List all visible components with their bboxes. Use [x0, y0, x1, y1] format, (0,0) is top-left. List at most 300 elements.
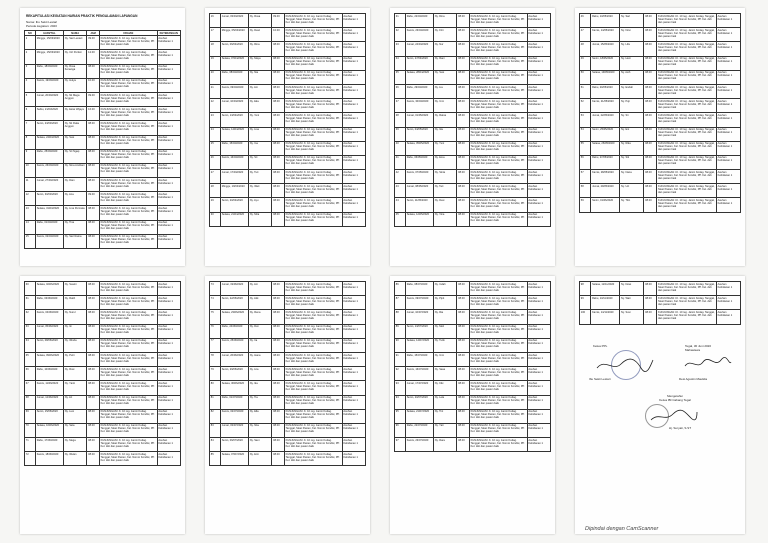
row-number: 2	[25, 50, 36, 64]
table-row	[580, 14, 741, 28]
table-row	[25, 163, 181, 177]
row-activity: KUNJUNGAN I.K. 10 reg. Jamin Kodag. Tanggal, Sleet Pasien, Kel. Nomor Kondisi, PP. Kel. dsb dan pasien baik	[469, 14, 527, 28]
row-time: 08.00	[87, 149, 99, 163]
row-name: Ny. Ari	[63, 395, 86, 409]
row-date: Selasa, 21/07/2020	[405, 409, 433, 423]
row-activity: KUNJUNGAN I.K. 10 reg. Jamin Kodag. Tanggal, Sleet Pasien, Kel. Nomor Kondisi, PP. Kel. dsb dan pasien baik	[469, 395, 527, 409]
row-note: Asuhan Kebidanan 1	[157, 338, 180, 352]
row-activity: KUNJUNGAN I.K. 10 reg. Jamin Kodag. Tanggal, Sleet Pasien, Kel. Nomor Kondisi, PP. Kel. dsb dan pasien baik	[657, 282, 717, 296]
row-activity: KUNJUNGAN I.K. 10 reg. Jamin Kodag. Tanggal, Sleet Pasien, Kel. Nomor Kondisi, PP. Kel. dsb dan pasien baik	[284, 409, 342, 423]
row-activity: KUNJUNGAN I.K. 10 reg. Jamin Kodag. Tanggal, Sleet Pasien, Kel. Nomor Kondisi, PP. Kel. dsb dan pasien baik	[284, 352, 342, 366]
row-activity: KUNJUNGAN I.K. 10 reg. Jamin Kodag. Tanggal, Sleet Pasien, Kel. Nomor Kondisi, PP. Kel. dsb dan pasien baik	[99, 381, 157, 395]
row-note: Asuhan Kebidanan 1	[157, 452, 180, 466]
activity-table	[24, 281, 181, 466]
activity-table	[24, 30, 181, 249]
row-date: Selasa, 02/06/2020	[35, 282, 63, 296]
row-number: 46	[580, 14, 591, 28]
row-date: Senin, 23/03/2020	[35, 121, 63, 135]
row-note: Asuhan Kebidanan 1	[342, 423, 365, 437]
activity-table	[579, 281, 741, 325]
row-name: Ny. Rosa	[248, 14, 271, 28]
row-date: Jumat, 15/05/2020	[591, 42, 620, 56]
row-date: Senin, 13/07/2020	[405, 324, 433, 338]
row-number: 11	[25, 178, 36, 192]
row-time: 08.00	[457, 296, 469, 310]
row-number: 7	[25, 121, 36, 135]
row-number: 67	[25, 381, 36, 395]
row-number: 32	[395, 28, 406, 42]
row-time: 08.00	[272, 155, 284, 169]
row-time: 08.00	[457, 42, 469, 56]
row-number: 47	[580, 28, 591, 42]
row-time: 09.00	[87, 92, 99, 106]
row-time: 08.00	[87, 282, 99, 296]
row-date: Minggu, 05/04/2020	[220, 28, 248, 42]
row-time: 08.00	[87, 367, 99, 381]
row-name: Ny. Lisa	[248, 127, 271, 141]
row-note: Asuhan Kebidanan 1	[342, 367, 365, 381]
table-row	[210, 141, 366, 155]
row-note: Asuhan Kebidanan 1	[157, 135, 180, 149]
row-time: 08.00	[87, 220, 99, 234]
row-note: Asuhan Kebidanan 1	[527, 113, 550, 127]
row-time: 08.00	[87, 338, 99, 352]
row-number: 83	[210, 423, 221, 437]
row-name: Ny. Lilis	[620, 42, 644, 56]
table-row	[25, 36, 181, 50]
table-row	[25, 220, 181, 234]
row-name: Ny. Putri	[63, 352, 86, 366]
row-note: Asuhan Kebidanan 1	[527, 56, 550, 70]
row-date: Senin, 29/06/2020	[220, 367, 248, 381]
row-note: Asuhan Kebidanan 1	[157, 423, 180, 437]
row-name: Ny. Ana	[63, 192, 86, 206]
row-activity: KUNJUNGAN I.K. 10 reg. Jamin Kodag. Tanggal, Sleet Pasien, Kel. Nomor Kondisi, PP. Kel. dsb dan pasien baik	[469, 438, 527, 452]
row-note: Asuhan Kebidanan 1	[342, 324, 365, 338]
row-date: Kamis, 16/07/2020	[405, 367, 433, 381]
row-number: 51	[580, 84, 591, 98]
row-date: Kamis, 09/04/2020	[220, 84, 248, 98]
row-number: 36	[395, 84, 406, 98]
page-1	[20, 8, 185, 266]
column-header: JAM	[87, 31, 99, 36]
signature-scribble-right	[683, 356, 733, 372]
table-row	[580, 282, 741, 296]
row-activity: KUNJUNGAN I.K. 10 reg. Jamin Kodag. Tanggal, Sleet Pasien, Kel. Nomor Kondisi, PP. Kel. dsb dan pasien baik	[99, 149, 157, 163]
row-time: 08.00	[457, 438, 469, 452]
row-time: 08.00	[457, 324, 469, 338]
row-activity: KUNJUNGAN I.K. 10 reg. Jamin Kodag. Tanggal, Sleet Pasien, Kel. Nomor Kondisi, PP. Kel. dsb dan pasien baik	[99, 395, 157, 409]
row-activity: KUNJUNGAN I.K. 10 reg. Jamin Kodag. Tanggal, Sleet Pasien, Kel. Nomor Kondisi, PP. Kel. dsb dan pasien baik	[99, 178, 157, 192]
row-name: Ny. Maya	[248, 56, 271, 70]
column-header: KETERANGAN	[157, 31, 180, 36]
row-number: 73	[210, 282, 221, 296]
row-date: Selasa, 21/04/2020	[220, 212, 248, 226]
row-time: 08.00	[457, 127, 469, 141]
row-date: Senin, 13/04/2020	[220, 113, 248, 127]
table-row	[25, 206, 181, 220]
row-name: Ny. Rara	[433, 438, 456, 452]
row-name: Ny. Indah	[433, 282, 456, 296]
row-date: Selasa, 07/07/2020	[220, 452, 248, 466]
row-note: Asuhan Kebidanan 1	[157, 149, 180, 163]
row-number: 100	[580, 310, 591, 324]
table-row	[395, 70, 551, 84]
row-number: 14	[25, 220, 36, 234]
table-row	[395, 338, 551, 352]
row-note: Asuhan Kebidanan 1	[527, 423, 550, 437]
row-time: 08.00	[272, 42, 284, 56]
row-activity: KUNJUNGAN I.K. 10 reg. Jamin Kodag. Tanggal, Sleet Pasien, Kel. Nomor Kondisi, PP. Kel. dsb dan pasien baik	[469, 352, 527, 366]
row-number: 75	[210, 310, 221, 324]
row-name: Ny. Umi	[433, 352, 456, 366]
table-row	[25, 50, 181, 64]
row-note: Asuhan Kebidanan 1	[527, 28, 550, 42]
row-note: Asuhan Kebidanan 1	[342, 113, 365, 127]
row-number: 99	[580, 296, 591, 310]
row-activity: KUNJUNGAN I.K. 10 reg. Jamin Kodag. Tanggal, Sleet Pasien, Kel. Nomor Kondisi, PP. Kel. dsb dan pasien baik	[99, 310, 157, 324]
table-row	[210, 113, 366, 127]
row-name: Ny. Lina Permata	[63, 206, 86, 220]
row-time: 08.00	[457, 352, 469, 366]
row-name: Ny. Yuni	[433, 141, 456, 155]
row-number: 16	[210, 14, 221, 28]
row-number: 81	[210, 395, 221, 409]
row-number: 78	[210, 352, 221, 366]
row-name: Ny. Meli	[433, 324, 456, 338]
row-note: Asuhan Kebidanan 1	[716, 198, 740, 212]
table-row	[25, 192, 181, 206]
row-note: Asuhan Kebidanan 1	[527, 84, 550, 98]
table-row	[210, 99, 366, 113]
row-date: Rabu, 06/05/2020	[405, 155, 433, 169]
row-time: 08.00	[457, 282, 469, 296]
table-row	[210, 282, 366, 296]
table-row	[210, 184, 366, 198]
row-note: Asuhan Kebidanan 1	[716, 56, 740, 70]
row-number: 54	[580, 127, 591, 141]
row-activity: KUNJUNGAN I.K. 10 reg. Jamin Kodag. Tanggal, Sleet Pasien, Kel. Nomor Kondisi, PP. Kel. dsb dan pasien baik	[284, 155, 342, 169]
row-activity: KUNJUNGAN I.K. 10 reg. Jamin Kodag. Tanggal, Sleet Pasien, Kel. Nomor Kondisi, PP. Kel. dsb dan pasien baik	[469, 198, 527, 212]
row-date: Selasa, 24/03/2020	[35, 135, 63, 149]
row-date: Senin, 06/07/2020	[220, 438, 248, 452]
row-date: Selasa, 05/05/2020	[405, 141, 433, 155]
row-name: Ny. Dewi	[620, 282, 644, 296]
row-activity: KUNJUNGAN I.K. 10 reg. Jamin Kodag. Tanggal, Sleet Pasien, Kel. Nomor Kondisi, PP. Kel. dsb dan pasien baik	[284, 14, 342, 28]
signature-right: Tegal, 30 Juni 2020 Mahasiswa	[685, 344, 712, 352]
table-row	[25, 352, 181, 366]
row-time: 08.00	[272, 338, 284, 352]
table-row	[25, 395, 181, 409]
row-activity: KUNJUNGAN I.K. 10 reg. Jamin Kodag. Tanggal, Sleet Pasien, Kel. Nomor Kondisi, PP. Kel. dsb dan pasien baik	[284, 438, 342, 452]
row-activity: KUNJUNGAN I.K. 10 reg. Jamin Kodag. Tanggal, Sleet Pasien, Kel. Nomor Kondisi, PP. Kel. dsb dan pasien baik	[284, 28, 342, 42]
row-time: 08.00	[457, 141, 469, 155]
row-time: 08.00	[644, 170, 657, 184]
row-note: Asuhan Kebidanan 1	[342, 438, 365, 452]
row-activity: KUNJUNGAN I.K. 10 reg. Jamin Kodag. Tanggal, Sleet Pasien, Kel. Nomor Kondisi, PP. Kel. dsb dan pasien baik	[469, 381, 527, 395]
row-note: Asuhan Kebidanan 1	[527, 310, 550, 324]
row-activity: KUNJUNGAN I.K. 10 reg. Jamin Kodag. Tanggal, Sleet Pasien, Kel. Nomor Kondisi, PP. Kel. dsb dan pasien baik	[469, 282, 527, 296]
row-activity: KUNJUNGAN I.K. 10 reg. Jamin Kodag. Tanggal, Sleet Pasien, Kel. Nomor Kondisi, PP. Kel. dsb dan pasien baik	[99, 296, 157, 310]
row-name: Ny. Sari Ratna	[63, 234, 86, 248]
row-date: Kamis, 26/03/2020	[35, 163, 63, 177]
table-row	[395, 99, 551, 113]
row-time: 08.00	[457, 84, 469, 98]
row-time: 08.00	[272, 282, 284, 296]
row-activity: KUNJUNGAN I.K. 10 reg. Jamin Kodag. Tanggal, Sleet Pasien, Kel. Nomor Kondisi, PP. Kel. dsb dan pasien baik	[284, 42, 342, 56]
row-time: 08.00	[272, 198, 284, 212]
row-activity: KUNJUNGAN I.K. 10 reg. Jamin Kodag. Tanggal, Sleet Pasien, Kel. Nomor Kondisi, PP. Kel. dsb dan pasien baik	[469, 423, 527, 437]
row-note: Asuhan Kebidanan 1	[157, 220, 180, 234]
row-name: Ny. Sri Ngap	[63, 149, 86, 163]
row-time: 08.00	[87, 234, 99, 248]
table-row	[395, 56, 551, 70]
row-date: Selasa, 12/05/2020	[405, 212, 433, 226]
row-name: Ny. Vina	[433, 212, 456, 226]
row-time: 08.00	[87, 324, 99, 338]
row-activity: KUNJUNGAN I.K. 10 reg. Jamin Kodag. Tanggal, Sleet Pasien, Kel. Nomor Kondisi, PP. Kel. dsb dan pasien baik	[284, 127, 342, 141]
row-activity: KUNJUNGAN I.K. 10 reg. Jamin Kodag. Tanggal, Sleet Pasien, Kel. Nomor Kondisi, PP. Kel. dsb dan pasien baik	[99, 192, 157, 206]
row-number: 41	[395, 155, 406, 169]
row-time: 08.00	[644, 310, 657, 324]
table-row	[25, 324, 181, 338]
row-activity: KUNJUNGAN I.K. 10 reg. Jamin Kodag. Tanggal, Sleet Pasien, Kel. Nomor Kondisi, PP. Kel. dsb dan pasien baik	[284, 282, 342, 296]
table-row	[210, 338, 366, 352]
table-row	[395, 423, 551, 437]
table-row	[395, 324, 551, 338]
table-row	[580, 310, 741, 324]
table-row	[210, 324, 366, 338]
row-activity: KUNJUNGAN I.K. 10 reg. Jamin Kodag. Tanggal, Sleet Pasien, Kel. Nomor Kondisi, PP. Kel. dsb dan pasien baik	[99, 135, 157, 149]
row-number: 92	[395, 367, 406, 381]
row-activity: KUNJUNGAN I.K. 10 reg. Jamin Kodag. Tanggal, Sleet Pasien, Kel. Nomor Kondisi, PP. Kel. dsb dan pasien baik	[99, 452, 157, 466]
row-activity: KUNJUNGAN I.K. 10 reg. Jamin Kodag. Tanggal, Sleet Pasien, Kel. Nomor Kondisi, PP. Kel. dsb dan pasien baik	[99, 92, 157, 106]
row-time: 08.00	[272, 381, 284, 395]
row-number: 29	[210, 198, 221, 212]
row-name: Ny. Sri	[620, 113, 644, 127]
row-name: Ny. Ria	[433, 310, 456, 324]
activity-table	[394, 281, 551, 452]
row-date: Jumat, 05/06/2020	[35, 324, 63, 338]
row-name: Ny. Dian	[63, 178, 86, 192]
row-number: 90	[395, 338, 406, 352]
row-time: 08.00	[87, 163, 99, 177]
row-date: Kamis, 23/07/2020	[405, 438, 433, 452]
column-header: URAIAN	[99, 31, 157, 36]
row-name: Ny. Sri	[248, 155, 271, 169]
table-row	[580, 141, 741, 155]
row-time: 08.00	[87, 206, 99, 220]
table-row	[210, 409, 366, 423]
row-name: Ny. Sela	[63, 423, 86, 437]
row-note: Asuhan Kebidanan 1	[527, 155, 550, 169]
table-row	[210, 170, 366, 184]
row-activity: KUNJUNGAN I.K. 10 reg. Jamin Kodag. Tanggal, Sleet Pasien, Kel. Nomor Kondisi, PP. Kel. dsb dan pasien baik	[99, 438, 157, 452]
row-activity: KUNJUNGAN I.K. 10 reg. Jamin Kodag. Tanggal, Sleet Pasien, Kel. Nomor Kondisi, PP. Kel. dsb dan pasien baik	[284, 113, 342, 127]
row-activity: KUNJUNGAN I.K. 10 reg. Jamin Kodag. Tanggal, Sleet Pasien, Kel. Nomor Kondisi, PP. Kel. dsb dan pasien baik	[469, 56, 527, 70]
row-number: 12	[25, 192, 36, 206]
row-number: 61	[25, 296, 36, 310]
row-number: 44	[395, 198, 406, 212]
row-note: Asuhan Kebidanan 1	[342, 395, 365, 409]
row-number: 4	[25, 78, 36, 92]
row-activity: KUNJUNGAN I.K. 10 reg. Jamin Kodag. Tanggal, Sleet Pasien, Kel. Nomor Kondisi, PP. Kel. dsb dan pasien baik	[99, 367, 157, 381]
row-number: 74	[210, 296, 221, 310]
row-date: Minggu, 19/04/2020	[220, 184, 248, 198]
row-date: Rabu, 22/07/2020	[405, 423, 433, 437]
row-activity: KUNJUNGAN I.K. 10 reg. Jamin Kodag. Tanggal, Sleet Pasien, Kel. Nomor Kondisi, PP. Kel. dsb dan pasien baik	[99, 78, 157, 92]
row-name: Ny. Lusi	[63, 409, 86, 423]
row-activity: KUNJUNGAN I.K. 10 reg. Jamin Kodag. Tanggal, Sleet Pasien, Kel. Nomor Kondisi, PP. Kel. dsb dan pasien baik	[469, 212, 527, 226]
table-row	[210, 438, 366, 452]
row-time: 08.00	[457, 367, 469, 381]
table-row	[395, 184, 551, 198]
row-number: 84	[210, 438, 221, 452]
row-date: Selasa, 26/05/2020	[591, 141, 620, 155]
row-time: 08.00	[644, 28, 657, 42]
row-number: 87	[395, 296, 406, 310]
row-time: 08.00	[272, 99, 284, 113]
row-number: 68	[25, 395, 36, 409]
row-name: Ny. Suarni	[63, 282, 86, 296]
row-note: Asuhan Kebidanan 1	[527, 296, 550, 310]
row-name: Ny. Nurul	[63, 310, 86, 324]
row-number: 17	[210, 28, 221, 42]
row-time: 08.00	[644, 70, 657, 84]
row-name: Ny. Sasa	[433, 367, 456, 381]
table-row	[25, 282, 181, 296]
row-note: Asuhan Kebidanan 1	[716, 282, 740, 296]
row-date: Rabu, 27/05/2020	[591, 155, 620, 169]
row-number: 94	[395, 395, 406, 409]
table-row	[25, 121, 181, 135]
row-time: 08.00	[644, 84, 657, 98]
table-row	[210, 155, 366, 169]
table-row	[580, 155, 741, 169]
row-activity: KUNJUNGAN I.K. 10 reg. Jamin Kodag. Tanggal, Sleet Pasien, Kel. Nomor Kondisi, PP. Kel. dsb dan pasien baik	[99, 423, 157, 437]
row-time: 08.00	[457, 28, 469, 42]
row-name: Ny. Dina	[433, 14, 456, 28]
row-number: 35	[395, 70, 406, 84]
row-name: Ny. Yanti	[63, 381, 86, 395]
page-3	[390, 8, 555, 266]
signature-right-name: Desi Agustin Maulida	[679, 377, 708, 381]
row-number: 1	[25, 36, 36, 50]
row-time: 08.00	[272, 296, 284, 310]
row-number: 25	[210, 141, 221, 155]
row-activity: KUNJUNGAN I.K. 10 reg. Jamin Kodag. Tanggal, Sleet Pasien, Kel. Nomor Kondisi, PP. Kel. dsb dan pasien baik	[99, 324, 157, 338]
row-date: Senin, 01/06/2020	[591, 198, 620, 212]
row-name: Ny. Mira	[248, 212, 271, 226]
row-number: 70	[25, 423, 36, 437]
table-row	[25, 310, 181, 324]
row-date: Selasa, 23/06/2020	[220, 310, 248, 324]
row-activity: KUNJUNGAN I.K. 10 reg. Jamin Kodag. Tanggal, Sleet Pasien, Kel. Nomor Kondisi, PP. Kel. dsb dan pasien baik	[469, 28, 527, 42]
table-row	[580, 184, 741, 198]
page-8	[575, 276, 745, 534]
row-note: Asuhan Kebidanan 1	[342, 99, 365, 113]
row-name: Ny. Nii Mega Anggun	[63, 92, 86, 106]
table-row	[210, 28, 366, 42]
row-number: 50	[580, 70, 591, 84]
row-time: 08.00	[272, 84, 284, 98]
row-number: 42	[395, 170, 406, 184]
page-2	[205, 8, 370, 266]
signature-scribble-left	[595, 356, 655, 374]
row-note: Asuhan Kebidanan 1	[157, 121, 180, 135]
row-date: Senin, 22/06/2020	[220, 296, 248, 310]
table-row	[25, 64, 181, 78]
row-date: Kamis, 02/07/2020	[220, 409, 248, 423]
table-row	[25, 149, 181, 163]
row-date: Jumat, 08/05/2020	[405, 184, 433, 198]
row-date: Rabu, 08/07/2020	[405, 282, 433, 296]
row-number: 71	[25, 438, 36, 452]
row-time: 08.00	[644, 282, 657, 296]
row-time: 10.00	[87, 78, 99, 92]
row-activity: KUNJUNGAN I.K. 10 reg. Jamin Kodag. Tanggal, Sleet Pasien, Kel. Nomor Kondisi, PP. Kel. dsb dan pasien baik	[469, 296, 527, 310]
row-activity: KUNJUNGAN I.K. 10 reg. Jamin Kodag. Tanggal, Sleet Pasien, Kel. Nomor Kondisi, PP. Kel. dsb dan pasien baik	[469, 84, 527, 98]
row-name: Ny. Lita	[248, 367, 271, 381]
table-row	[395, 438, 551, 452]
row-name: Ny. Ina	[248, 141, 271, 155]
row-time: 08.00	[644, 155, 657, 169]
row-number: 38	[395, 113, 406, 127]
row-activity: KUNJUNGAN I.K. 10 reg. Jamin Kodag. Tanggal, Sleet Pasien, Kel. Nomor Kondisi, PP. Kel. dsb dan pasien baik	[469, 184, 527, 198]
activity-table	[394, 13, 551, 227]
row-note: Asuhan Kebidanan 1	[527, 381, 550, 395]
row-date: Selasa, 14/04/2020	[220, 127, 248, 141]
row-date: Jumat, 19/06/2020	[220, 282, 248, 296]
row-note: Asuhan Kebidanan 1	[716, 99, 740, 113]
row-name: Ny. Eni	[620, 127, 644, 141]
row-note: Asuhan Kebidanan 1	[342, 141, 365, 155]
scanner-caption: Dipindai dengan CamScanner	[585, 526, 659, 532]
row-date: Selasa, 12/11/2020	[591, 282, 620, 296]
row-name: Ny. Winda	[63, 338, 86, 352]
row-activity: KUNJUNGAN I.K. 10 reg. Jamin Kodag. Tanggal, Sleet Pasien, Kel. Nomor Kondisi, PP. Kel. dsb dan pasien baik	[284, 381, 342, 395]
row-date: Jumat, 03/04/2020	[220, 14, 248, 28]
row-activity: KUNJUNGAN I.K. 10 reg. Jamin Kodag. Tanggal, Sleet Pasien, Kel. Nomor Kondisi, PP. Kel. dsb dan pasien baik	[657, 127, 717, 141]
row-date: Kamis, 23/04/2020	[405, 28, 433, 42]
row-date: Jumat, 10/04/2020	[220, 99, 248, 113]
row-note: Asuhan Kebidanan 1	[157, 36, 180, 50]
row-activity: KUNJUNGAN I.K. 10 reg. Jamin Kodag. Tanggal, Sleet Pasien, Kel. Nomor Kondisi, PP. Kel. dsb dan pasien baik	[657, 198, 717, 212]
row-name: Ny. Asih	[620, 70, 644, 84]
row-activity: KUNJUNGAN I.K. 10 reg. Jamin Kodag. Tanggal, Sleet Pasien, Kel. Nomor Kondisi, PP. Kel. dsb dan pasien baik	[284, 423, 342, 437]
document-meta: Nama: Ibu Sekti Lestari Periode kegiatan: 2020	[26, 20, 58, 28]
activity-table	[209, 13, 366, 227]
row-name: Ny. Wati	[248, 184, 271, 198]
row-activity: KUNJUNGAN I.K. 10 reg. Jamin Kodag. Tanggal, Sleet Pasien, Kel. Nomor Kondisi, PP. Kel. dsb dan pasien baik	[99, 121, 157, 135]
row-time: 08.00	[457, 338, 469, 352]
table-row	[25, 452, 181, 466]
row-date: Selasa, 16/06/2020	[35, 423, 63, 437]
row-note: Asuhan Kebidanan 1	[527, 99, 550, 113]
row-time: 08.00	[457, 423, 469, 437]
row-date: Senin, 25/05/2020	[591, 127, 620, 141]
row-note: Asuhan Kebidanan 1	[157, 107, 180, 121]
row-activity: KUNJUNGAN I.K. 10 reg. Jamin Kodag. Tanggal, Sleet Pasien, Kel. Nomor Kondisi, PP. Kel. dsb dan pasien baik	[657, 84, 717, 98]
table-row	[395, 84, 551, 98]
row-note: Asuhan Kebidanan 1	[342, 198, 365, 212]
table-row	[395, 113, 551, 127]
table-row	[580, 113, 741, 127]
row-note: Asuhan Kebidanan 1	[527, 212, 550, 226]
row-note: Asuhan Kebidanan 1	[527, 338, 550, 352]
row-number: 13	[25, 206, 36, 220]
row-number: 60	[25, 282, 36, 296]
